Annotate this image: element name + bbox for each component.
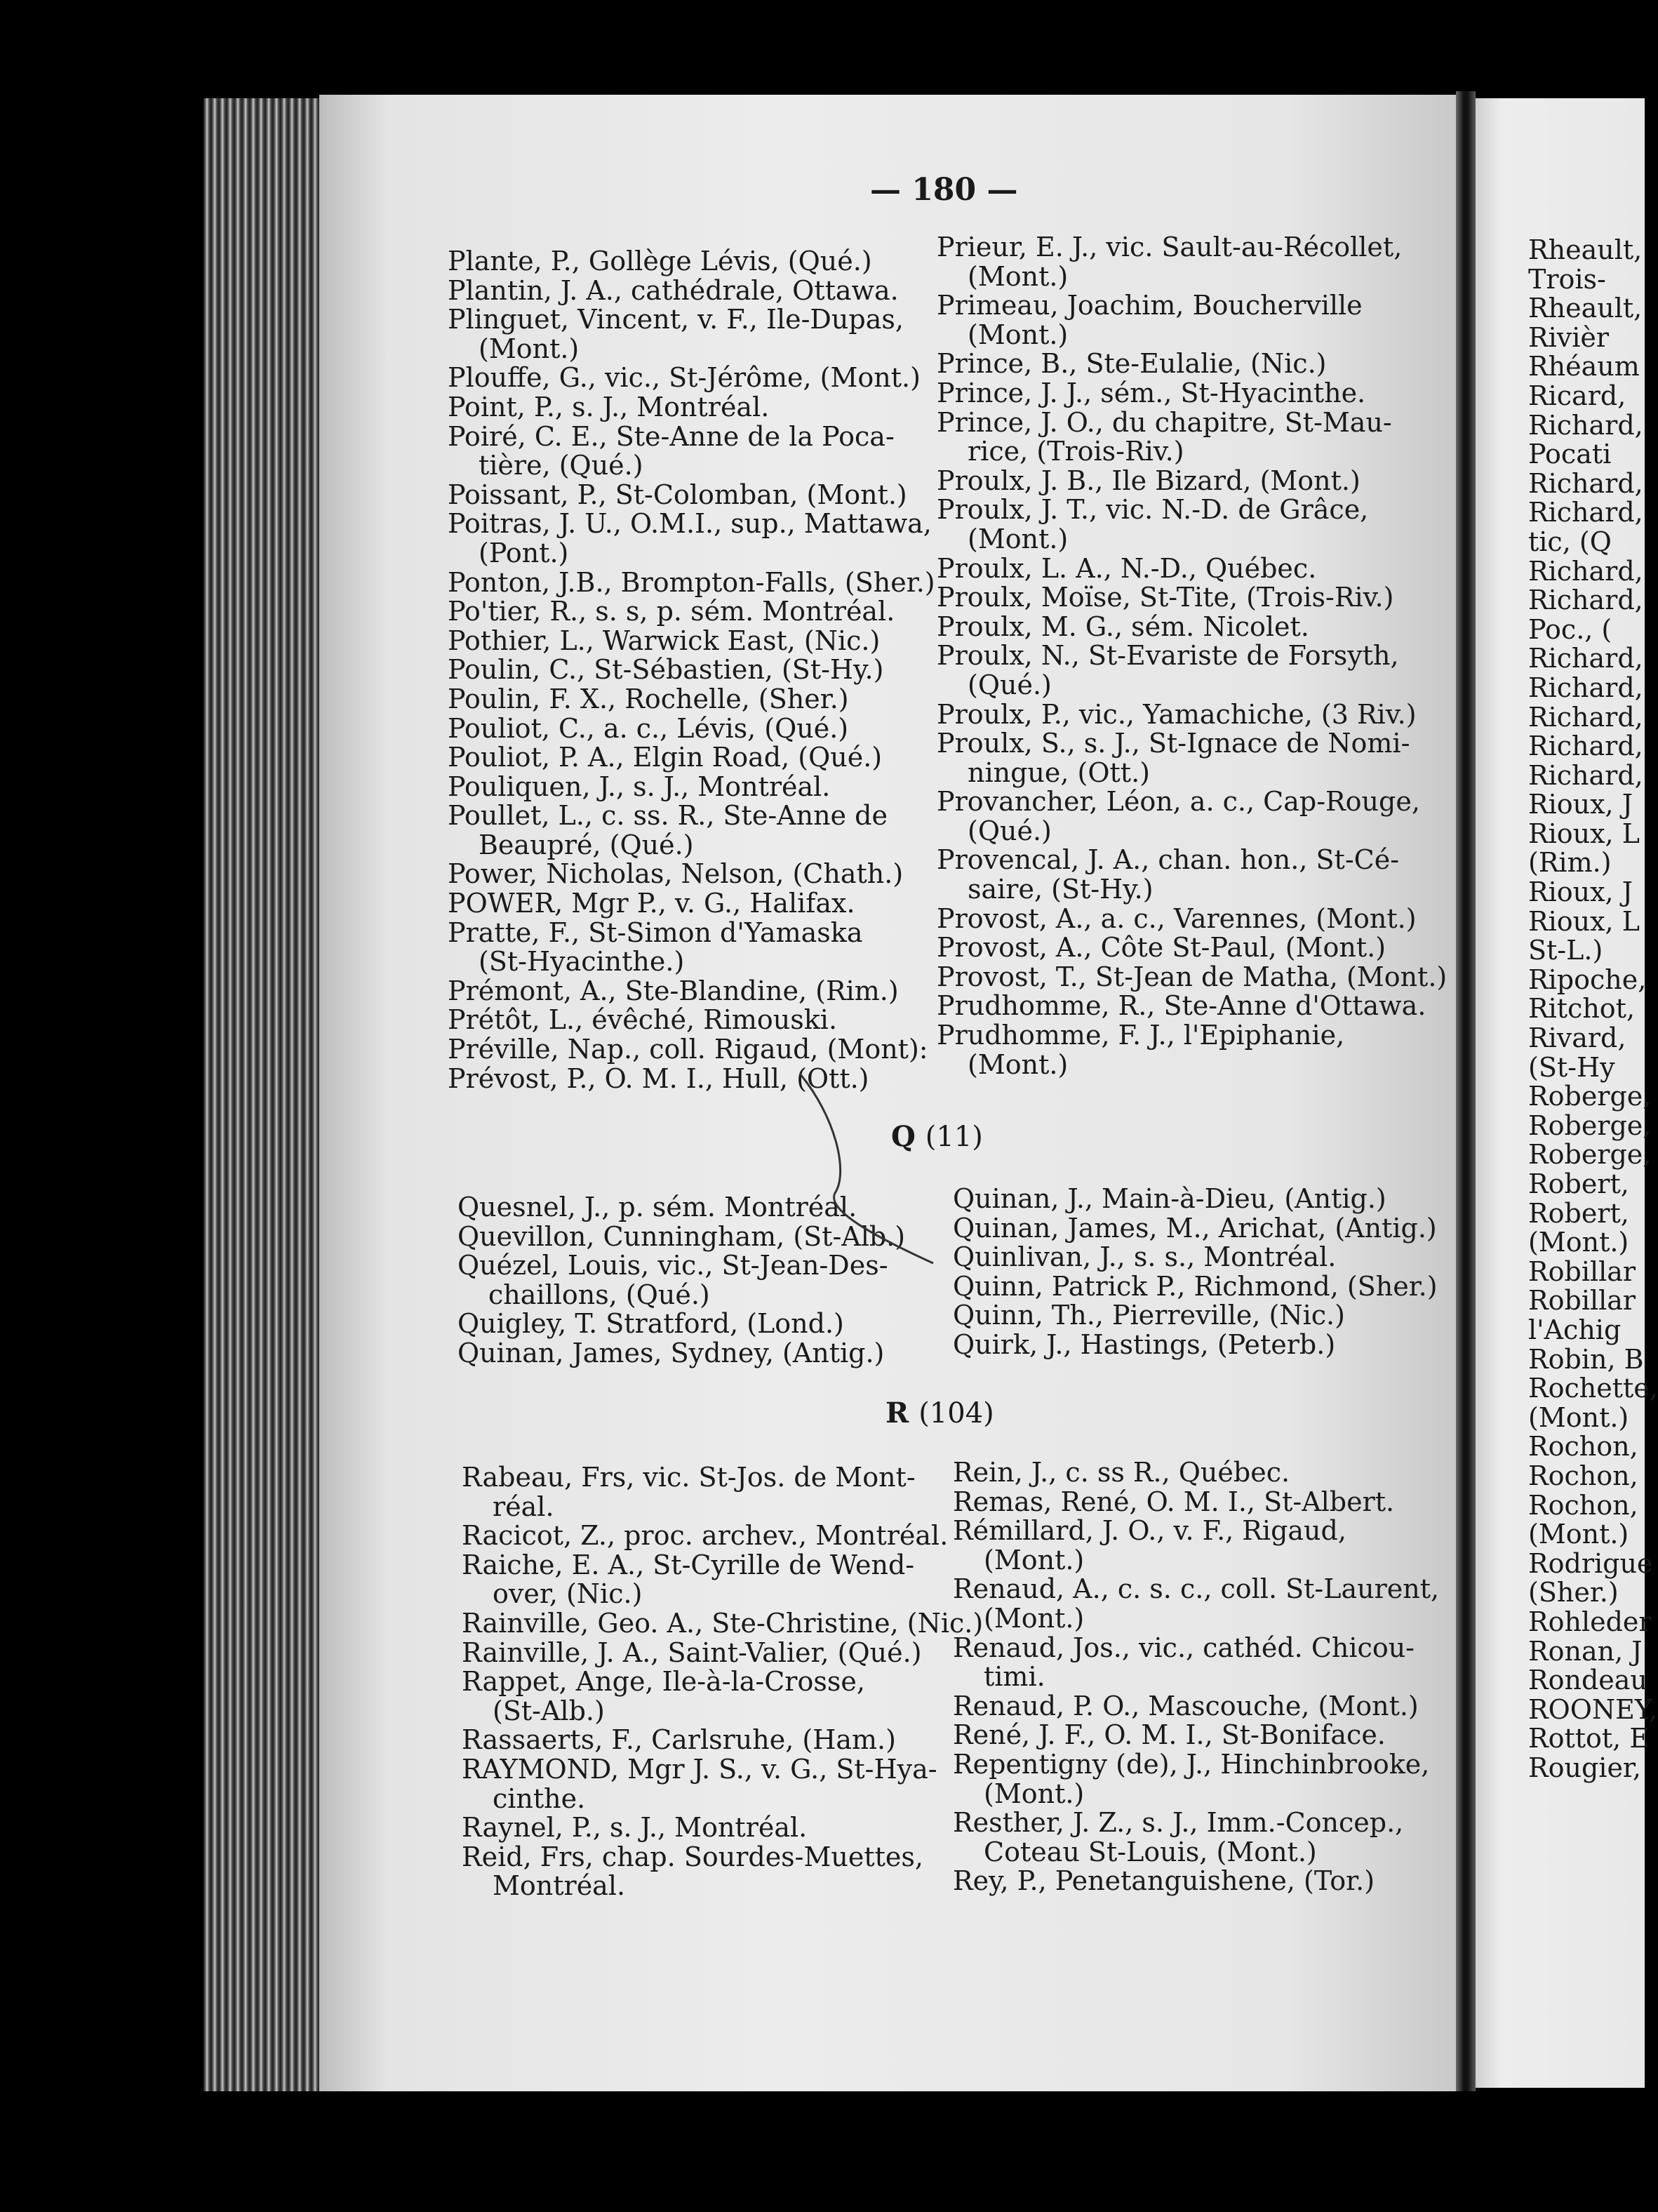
directory-entry bbox=[448, 481, 935, 510]
entry-line: Rey, P., Penetanguishene, (Tor.) bbox=[953, 1865, 1375, 1897]
right-page-fragment: Richard, bbox=[1528, 701, 1643, 733]
directory-entry bbox=[953, 1301, 1438, 1331]
directory-entry bbox=[953, 1272, 1438, 1302]
entry-continuation: (Qué.) bbox=[968, 669, 1052, 700]
right-page-fragment: (Mont.) bbox=[1528, 1519, 1629, 1550]
right-page-fragment: Robert, bbox=[1528, 1168, 1629, 1199]
directory-entry bbox=[448, 305, 935, 364]
right-page-fragment: (Mont.) bbox=[1528, 1227, 1629, 1258]
right-page-fragment: Ripoche, bbox=[1528, 964, 1647, 995]
entry-line: Rassaerts, F., Carlsruhe, (Ham.) bbox=[462, 1724, 896, 1756]
directory-entry bbox=[462, 1843, 983, 1901]
entry-line: Quinan, J., Main-à-Dieu, (Antig.) bbox=[953, 1183, 1386, 1214]
right-page-fragment: Rioux, L bbox=[1528, 818, 1640, 849]
entry-line: Prévost, P., O. M. I., Hull, (Ott.) bbox=[448, 1062, 869, 1094]
directory-entry bbox=[953, 1243, 1438, 1272]
entry-line: Poissant, P., St-Colomban, (Mont.) bbox=[448, 479, 907, 510]
directory-entry bbox=[937, 846, 1447, 904]
directory-entry bbox=[937, 613, 1447, 642]
right-page-fragment: Richard, bbox=[1528, 672, 1643, 703]
directory-entry bbox=[937, 554, 1447, 584]
entry-line: Prudhomme, F. J., l'Epiphanie, bbox=[937, 1020, 1345, 1051]
directory-entry bbox=[448, 919, 935, 977]
directory-entry bbox=[953, 1517, 1439, 1575]
directory-entry bbox=[953, 1808, 1439, 1867]
right-page-fragment: Roberge, bbox=[1528, 1110, 1652, 1141]
entry-continuation: rice, (Trois-Riv.) bbox=[968, 436, 1184, 467]
directory-entry bbox=[462, 1463, 983, 1521]
right-page-fragment: Rioux, J bbox=[1528, 877, 1633, 908]
entry-line: Racicot, Z., proc. archev., Montréal. bbox=[462, 1520, 949, 1552]
entry-continuation: Montréal. bbox=[493, 1870, 626, 1902]
entry-line: Rainville, Geo. A., Ste-Christine, (Nic.) bbox=[462, 1607, 984, 1639]
directory-entry bbox=[462, 1755, 983, 1813]
entry-line: Rémillard, J. O., v. F., Rigaud, bbox=[953, 1515, 1346, 1547]
entry-continuation: (Mont.) bbox=[984, 1602, 1085, 1634]
entry-line: Provost, A., Côte St-Paul, (Mont.) bbox=[937, 932, 1386, 964]
directory-entry bbox=[953, 1488, 1439, 1517]
directory-entry bbox=[937, 583, 1447, 613]
right-page-fragment: Ronan, J bbox=[1528, 1635, 1643, 1667]
entry-line: Proulx, Moïse, St-Tite, (Trois-Riv.) bbox=[937, 582, 1394, 613]
right-page-fragments bbox=[1528, 236, 1658, 1783]
entry-line: Prudhomme, R., Ste-Anne d'Ottawa. bbox=[937, 990, 1426, 1022]
directory-entry bbox=[448, 509, 935, 568]
directory-entry bbox=[937, 700, 1447, 730]
right-page-fragment: Richard, bbox=[1528, 643, 1643, 674]
entry-continuation: saire, (St-Hy.) bbox=[968, 874, 1154, 905]
right-page-fragment: Rivard, bbox=[1528, 1022, 1626, 1054]
entry-line: Poullet, L., c. ss. R., Ste-Anne de bbox=[448, 800, 888, 832]
right-page-fragment: Rochon, bbox=[1528, 1460, 1638, 1491]
entry-line: Pouliot, C., a. c., Lévis, (Qué.) bbox=[448, 712, 849, 744]
section-letter: Q bbox=[891, 1120, 916, 1153]
entry-line: Rabeau, Frs, vic. St-Jos. de Mont- bbox=[462, 1462, 916, 1493]
entry-continuation: over, (Nic.) bbox=[493, 1578, 643, 1610]
entry-line: Proulx, M. G., sém. Nicolet. bbox=[937, 611, 1309, 642]
directory-entry bbox=[937, 992, 1447, 1021]
directory-entry bbox=[937, 787, 1447, 846]
entry-line: Quinn, Patrick P., Richmond, (Sher.) bbox=[953, 1270, 1438, 1302]
entry-continuation: cinthe. bbox=[493, 1783, 586, 1814]
directory-entry bbox=[937, 379, 1447, 408]
entry-line: Provost, T., St-Jean de Matha, (Mont.) bbox=[937, 961, 1448, 992]
entry-continuation: (Mont.) bbox=[968, 523, 1069, 554]
directory-entry bbox=[953, 1721, 1439, 1750]
entry-line: Poulin, F. X., Rochelle, (Sher.) bbox=[448, 683, 849, 714]
directory-entry bbox=[937, 233, 1447, 291]
section-letter: R bbox=[885, 1397, 909, 1430]
entry-line: Resther, J. Z., s. J., Imm.-Concep., bbox=[953, 1807, 1404, 1839]
entry-line: Raiche, E. A., St-Cyrille de Wend- bbox=[462, 1549, 915, 1580]
entry-line: Prétôt, L., évêché, Rimouski. bbox=[448, 1004, 838, 1036]
entry-line: Quirk, J., Hastings, (Peterb.) bbox=[953, 1328, 1336, 1360]
right-page-fragment: Rottot, E bbox=[1528, 1723, 1650, 1754]
entry-line: Poitras, J. U., O.M.I., sup., Mattawa, bbox=[448, 508, 932, 540]
entry-line: Plinguet, Vincent, v. F., Ile-Dupas, bbox=[448, 304, 904, 335]
entry-continuation: (Mont.) bbox=[984, 1778, 1085, 1809]
right-page-fragment: Rioux, L bbox=[1528, 905, 1640, 937]
right-page-fragment: (St-Hy bbox=[1528, 1051, 1615, 1083]
directory-entry bbox=[457, 1310, 905, 1339]
right-page-fragment: Rivièr bbox=[1528, 321, 1610, 353]
entry-line: Renaud, A., c. s. c., coll. St-Laurent, bbox=[953, 1573, 1440, 1605]
entry-continuation: (Pont.) bbox=[479, 537, 569, 568]
right-page-fragment: Rochon, bbox=[1528, 1431, 1638, 1463]
right-page-fragment: (Mont.) bbox=[1528, 1401, 1629, 1433]
entry-line: Plouffe, G., vic., St-Jérôme, (Mont.) bbox=[448, 362, 921, 394]
entry-line: Proulx, P., vic., Yamachiche, (3 Riv.) bbox=[937, 698, 1417, 730]
directory-entry bbox=[953, 1214, 1438, 1244]
entry-line: Ponton, J.B., Brompton-Falls, (Sher.) bbox=[448, 566, 935, 598]
entry-line: Pouliquen, J., s. J., Montréal. bbox=[448, 771, 831, 802]
directory-entry bbox=[937, 729, 1447, 787]
entry-line: Proulx, J. B., Ile Bizard, (Mont.) bbox=[937, 465, 1361, 496]
directory-entry bbox=[937, 408, 1447, 467]
entry-line: Quinn, Th., Pierreville, (Nic.) bbox=[953, 1300, 1345, 1331]
right-page-fragment: Roberge, bbox=[1528, 1081, 1652, 1112]
directory-entry bbox=[953, 1458, 1439, 1488]
directory-entry bbox=[448, 364, 935, 393]
directory-entry bbox=[448, 1006, 935, 1035]
directory-entry bbox=[937, 291, 1447, 349]
entry-line: Rappet, Ange, Ile-à-la-Crosse, bbox=[462, 1666, 865, 1698]
directory-entry bbox=[448, 977, 935, 1006]
directory-entry bbox=[448, 685, 935, 714]
section-count: (11) bbox=[925, 1121, 983, 1153]
directory-entry bbox=[457, 1339, 905, 1368]
right-page-fragment: Rodrigue bbox=[1528, 1547, 1653, 1579]
directory-entry bbox=[937, 349, 1447, 379]
right-page-fragment: l'Achig bbox=[1528, 1314, 1622, 1345]
entry-line: Po'tier, R., s. s, p. sém. Montréal. bbox=[448, 596, 895, 627]
right-page-fragment: Roberge, bbox=[1528, 1139, 1652, 1171]
entry-continuation: ningue, (Ott.) bbox=[968, 757, 1150, 788]
right-page-fragment: ROONEY, bbox=[1528, 1693, 1658, 1725]
entry-continuation: (St-Alb.) bbox=[493, 1695, 605, 1726]
directory-entry bbox=[448, 247, 935, 276]
entry-line: Rein, J., c. ss R., Québec. bbox=[953, 1457, 1290, 1488]
entry-continuation: réal. bbox=[493, 1491, 554, 1522]
directory-entry bbox=[937, 467, 1447, 496]
entry-continuation: chaillons, (Qué.) bbox=[488, 1279, 710, 1310]
entry-line: Plantin, J. A., cathédrale, Ottawa. bbox=[448, 274, 899, 306]
entry-continuation: (Mont.) bbox=[968, 1048, 1069, 1080]
entry-continuation: Beaupré, (Qué.) bbox=[479, 829, 694, 860]
entry-line: Primeau, Joachim, Boucherville bbox=[937, 290, 1363, 321]
right-page-fragment: Robert, bbox=[1528, 1197, 1629, 1229]
directory-entry bbox=[448, 714, 935, 744]
directory-entry bbox=[448, 422, 935, 481]
right-page-fragment: Rohleder bbox=[1528, 1606, 1652, 1637]
entry-line: POWER, Mgr P., v. G., Halifax. bbox=[448, 888, 855, 919]
directory-entry bbox=[937, 641, 1447, 700]
right-page-fragment: (Rim.) bbox=[1528, 847, 1612, 879]
right-page-fragment: Richard, bbox=[1528, 497, 1643, 528]
right-page-fragment: Robillar bbox=[1528, 1255, 1636, 1287]
directory-entry bbox=[953, 1634, 1439, 1692]
entry-line: Quinan, James, M., Arichat, (Antig.) bbox=[953, 1212, 1437, 1244]
right-page-fragment: Rioux, J bbox=[1528, 789, 1633, 820]
column-p-left bbox=[448, 247, 935, 1093]
page-number: — 180 — bbox=[870, 172, 1018, 208]
directory-entry bbox=[953, 1692, 1439, 1721]
directory-entry bbox=[953, 1867, 1439, 1896]
entry-line: Prémont, A., Ste-Blandine, (Rim.) bbox=[448, 975, 899, 1006]
directory-entry bbox=[462, 1609, 983, 1639]
right-page-fragment: Richard, bbox=[1528, 585, 1643, 616]
entry-line: Renaud, P. O., Mascouche, (Mont.) bbox=[953, 1690, 1419, 1721]
directory-entry bbox=[462, 1667, 983, 1726]
column-p-right bbox=[937, 233, 1447, 1079]
entry-line: René, J. F., O. M. I., St-Boniface. bbox=[953, 1719, 1386, 1751]
directory-entry bbox=[953, 1185, 1438, 1214]
directory-entry bbox=[448, 568, 935, 598]
right-page-fragment: Richard, bbox=[1528, 555, 1643, 587]
entry-line: Prieur, E. J., vic. Sault-au-Récollet, bbox=[937, 232, 1403, 262]
directory-entry bbox=[953, 1750, 1439, 1808]
entry-line: Prince, B., Ste-Eulalie, (Nic.) bbox=[937, 348, 1327, 380]
entry-line: Quinan, James, Sydney, (Antig.) bbox=[457, 1337, 885, 1368]
right-page-fragment: Pocati bbox=[1528, 439, 1612, 470]
column-q-right bbox=[953, 1185, 1438, 1360]
entry-line: Raynel, P., s. J., Montréal. bbox=[462, 1812, 808, 1844]
directory-entry bbox=[448, 743, 935, 773]
entry-continuation: Coteau St-Louis, (Mont.) bbox=[984, 1836, 1317, 1867]
right-page-fragment: Poc., ( bbox=[1528, 613, 1612, 645]
book-gutter bbox=[1456, 91, 1476, 2091]
directory-entry bbox=[448, 889, 935, 919]
column-r-right bbox=[953, 1458, 1439, 1896]
right-page-fragment: Richard, bbox=[1528, 467, 1643, 499]
entry-line: Rainville, J. A., Saint-Valier, (Qué.) bbox=[462, 1637, 922, 1668]
directory-entry bbox=[448, 655, 935, 685]
entry-line: Plante, P., Gollège Lévis, (Qué.) bbox=[448, 246, 872, 276]
entry-line: Provencal, J. A., chan. hon., St-Cé- bbox=[937, 844, 1400, 876]
directory-entry bbox=[937, 933, 1447, 963]
right-page-fragment: Rougier, bbox=[1528, 1752, 1641, 1783]
directory-entry bbox=[448, 393, 935, 422]
entry-line: Renaud, Jos., vic., cathéd. Chicou- bbox=[953, 1632, 1415, 1663]
directory-entry bbox=[448, 627, 935, 656]
entry-line: Pothier, L., Warwick East, (Nic.) bbox=[448, 625, 881, 656]
directory-entry bbox=[937, 963, 1447, 992]
entry-line: Point, P., s. J., Montréal. bbox=[448, 391, 770, 422]
entry-line: Power, Nicholas, Nelson, (Chath.) bbox=[448, 858, 904, 890]
right-page-fragment: Rhéaum bbox=[1528, 351, 1640, 382]
entry-line: Proulx, N., St-Evariste de Forsyth, bbox=[937, 640, 1399, 672]
right-page-fragment: St-L.) bbox=[1528, 935, 1603, 966]
directory-entry bbox=[448, 860, 935, 889]
entry-line: Poiré, C. E., Ste-Anne de la Poca- bbox=[448, 420, 895, 452]
right-page-fragment: Robillar bbox=[1528, 1285, 1636, 1317]
entry-line: Remas, René, O. M. I., St-Albert. bbox=[953, 1486, 1395, 1517]
entry-line: Proulx, L. A., N.-D., Québec. bbox=[937, 552, 1317, 584]
right-page-fragment: Richard, bbox=[1528, 731, 1643, 762]
directory-entry bbox=[953, 1328, 1438, 1360]
entry-line: Provancher, Léon, a. c., Cap-Rouge, bbox=[937, 786, 1420, 818]
directory-entry bbox=[937, 1021, 1447, 1079]
right-page-fragment: Rochette, bbox=[1528, 1373, 1658, 1404]
entry-continuation: (Mont.) bbox=[479, 333, 580, 364]
entry-line: RAYMOND, Mgr J. S., v. G., St-Hya- bbox=[462, 1753, 937, 1785]
entry-continuation: (Mont.) bbox=[968, 319, 1069, 350]
right-page-fragment: Ritchot, bbox=[1528, 993, 1636, 1025]
directory-entry bbox=[462, 1726, 983, 1755]
right-page-fragment: Rheault, bbox=[1528, 234, 1643, 265]
entry-line: Prince, J. J., sém., St-Hyacinthe. bbox=[937, 377, 1366, 408]
entry-line: Quesnel, J., p. sém. Montréal. bbox=[457, 1192, 857, 1222]
right-page-fragment: tic, (Q bbox=[1528, 526, 1612, 557]
entry-line: Proulx, S., s. J., St-Ignace de Nomi- bbox=[937, 728, 1410, 759]
entry-continuation: (Qué.) bbox=[968, 815, 1052, 846]
right-page-fragment: Rondeau bbox=[1528, 1665, 1647, 1696]
entry-line: Proulx, J. T., vic. N.-D. de Grâce, bbox=[937, 494, 1369, 526]
entry-line: Pouliot, P. A., Elgin Road, (Qué.) bbox=[448, 742, 883, 773]
entry-line: Quinlivan, J., s. s., Montréal. bbox=[953, 1241, 1337, 1273]
directory-entry bbox=[462, 1521, 983, 1551]
entry-line: Repentigny (de), J., Hinchinbrooke, bbox=[953, 1748, 1430, 1780]
directory-entry bbox=[448, 801, 935, 860]
directory-entry bbox=[462, 1551, 983, 1609]
section-count: (104) bbox=[918, 1397, 994, 1430]
entry-line: Pratte, F., St-Simon d'Yamaska bbox=[448, 917, 863, 948]
entry-line: Quézel, Louis, vic., St-Jean-Des- bbox=[457, 1250, 888, 1281]
entry-line: Poulin, C., St-Sébastien, (St-Hy.) bbox=[448, 654, 884, 686]
entry-line: Reid, Frs, chap. Sourdes-Muettes, bbox=[462, 1841, 924, 1872]
entry-line: Provost, A., a. c., Varennes, (Mont.) bbox=[937, 902, 1417, 934]
handwritten-bracket-mark bbox=[793, 1060, 961, 1270]
directory-entry bbox=[937, 902, 1447, 934]
book-spine-edges bbox=[203, 98, 330, 2091]
right-page-fragment: Trois- bbox=[1528, 263, 1606, 295]
directory-entry bbox=[448, 597, 935, 627]
right-page-fragment: Rochon, bbox=[1528, 1489, 1638, 1521]
section-heading-r bbox=[885, 1397, 994, 1430]
entry-continuation: (St-Hyacinthe.) bbox=[479, 946, 685, 978]
right-page-fragment: Rheault, bbox=[1528, 293, 1643, 324]
directory-entry bbox=[937, 495, 1447, 554]
entry-line: Préville, Nap., coll. Rigaud, (Mont): bbox=[448, 1034, 928, 1065]
entry-continuation: tière, (Qué.) bbox=[479, 450, 643, 481]
right-page-fragment: Richard, bbox=[1528, 759, 1643, 791]
directory-entry bbox=[953, 1575, 1439, 1633]
entry-continuation: (Mont.) bbox=[968, 260, 1069, 292]
directory-entry bbox=[448, 773, 935, 802]
directory-entry bbox=[462, 1639, 983, 1668]
entry-line: Prince, J. O., du chapitre, St-Mau- bbox=[937, 406, 1392, 438]
entry-continuation: (Mont.) bbox=[984, 1544, 1085, 1575]
entry-continuation: timi. bbox=[984, 1661, 1045, 1693]
directory-entry bbox=[448, 276, 935, 306]
right-page-fragment: Robin, B bbox=[1528, 1343, 1644, 1375]
column-r-left bbox=[462, 1463, 983, 1901]
directory-entry bbox=[462, 1813, 983, 1843]
entry-line: Quigley, T. Stratford, (Lond.) bbox=[457, 1308, 844, 1340]
entry-line: Quevillon, Cunningham, (St-Alb.) bbox=[457, 1220, 906, 1252]
right-page-fragment: Ricard, bbox=[1528, 380, 1626, 411]
right-page-fragment: (Sher.) bbox=[1528, 1577, 1619, 1608]
right-page-fragment: Richard, bbox=[1528, 409, 1643, 441]
